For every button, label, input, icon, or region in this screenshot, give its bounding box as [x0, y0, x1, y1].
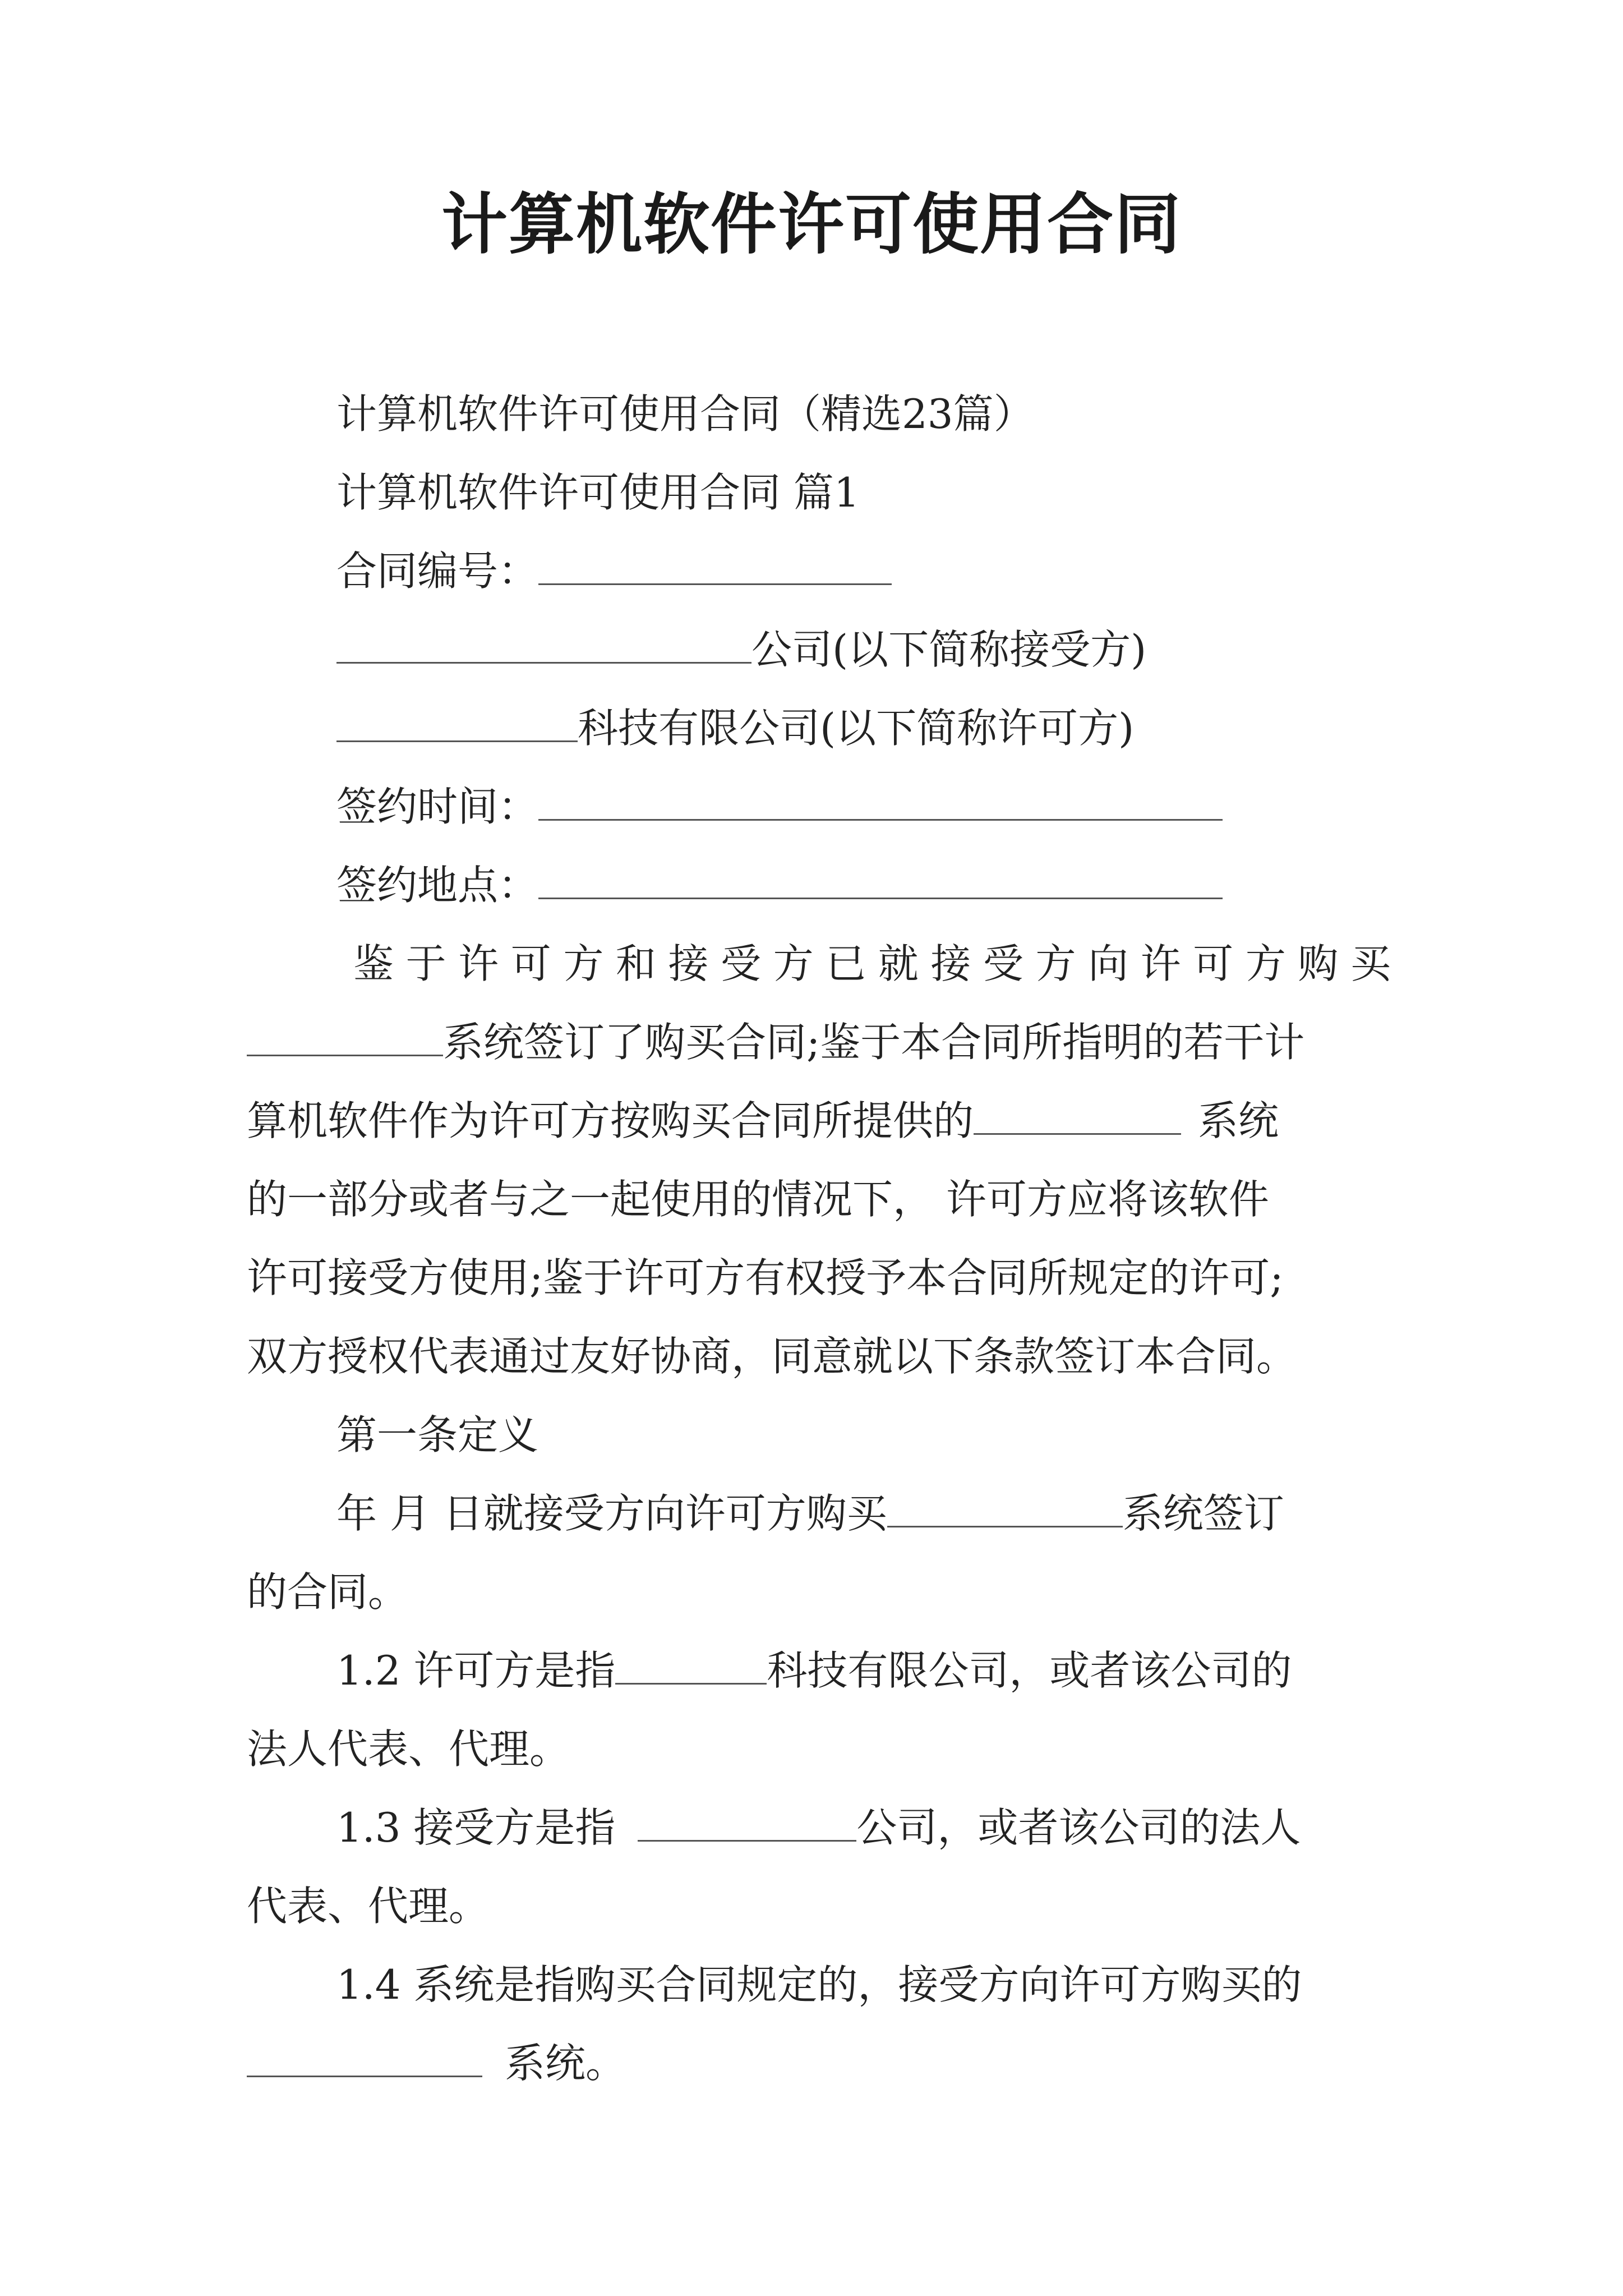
- contract-number-blank: [538, 547, 892, 585]
- clause-1-1-signed-text: 系统签订: [1122, 1490, 1284, 1537]
- preamble-line-3-text: 算机软件作为许可方按购买合同所提供的: [247, 1097, 974, 1144]
- sign-time-label: 签约时间：: [336, 783, 539, 830]
- preamble-line-1: 鉴于许可方和接受方已就接受方向许可方购买: [353, 940, 1391, 987]
- clause-1-4-line-2: [247, 2039, 626, 2087]
- sign-place-blank: [538, 861, 1223, 899]
- preamble-line-2-text: 系统签订了购买合同;鉴于本合同所指明的若干计: [443, 1019, 1305, 1066]
- clause-1-3-blank: [638, 1803, 856, 1842]
- contract-number-row: [336, 547, 892, 595]
- article-1-heading: 第一条定义: [336, 1411, 539, 1458]
- preamble-line-3-system: 系统: [1198, 1097, 1279, 1144]
- sign-time-row: [336, 783, 1223, 831]
- licensor-suffix: 科技有限公司(以下简称许可方): [578, 705, 1135, 752]
- licensor-name-blank: [336, 704, 578, 742]
- clause-1-2-label: 1.2 许可方是指: [336, 1647, 616, 1694]
- preamble-line-5: 许可接受方使用;鉴于许可方有权授予本合同所规定的许可;: [247, 1254, 1284, 1301]
- clause-1-3-line-2: 代表、代理。: [247, 1883, 490, 1930]
- preamble-line-4: 的一部分或者与之一起使用的情况下， 许可方应将该软件: [247, 1176, 1269, 1223]
- contract-number-label: 合同编号：: [336, 547, 539, 595]
- clause-1-1-date-text: 年 月 日就接受方向许可方购买: [336, 1490, 887, 1537]
- preamble-line-3: [247, 1097, 1279, 1145]
- document-title: 计算机软件许可使用合同: [441, 186, 1182, 263]
- clause-1-3-label: 1.3 接受方是指: [336, 1804, 616, 1851]
- clause-1-3-line-1: [336, 1803, 1301, 1852]
- sign-place-label: 签约地点：: [336, 862, 539, 909]
- clause-1-2-line-2: 法人代表、代理。: [247, 1726, 570, 1773]
- licensee-suffix: 公司(以下简称接受方): [751, 626, 1147, 673]
- sign-time-blank: [538, 783, 1223, 821]
- clause-1-3-text: 公司，或者该公司的法人: [856, 1804, 1301, 1851]
- subtitle: 计算机软件许可使用合同（精选23篇）: [336, 390, 1034, 438]
- clause-1-2-text: 科技有限公司，或者该公司的: [767, 1647, 1292, 1694]
- clause-1-4-line-1: 1.4 系统是指购买合同规定的，接受方向许可方购买的: [336, 1961, 1302, 2008]
- system-name-blank-2: [974, 1097, 1181, 1135]
- clause-1-2-blank: [615, 1646, 767, 1685]
- clause-1-1-line-1: [336, 1489, 1284, 1538]
- licensor-row: [336, 704, 1134, 752]
- preamble-line-6: 双方授权代表通过友好协商，同意就以下条款签订本合同。: [247, 1333, 1297, 1380]
- clause-1-1-line-2: 的合同。: [247, 1568, 409, 1616]
- system-name-blank-1: [247, 1018, 443, 1056]
- clause-1-4-blank: [247, 2039, 482, 2077]
- licensee-row: [336, 625, 1146, 674]
- sign-place-row: [336, 861, 1223, 909]
- preamble-line-2: [247, 1018, 1304, 1066]
- clause-1-4-text: 系统。: [505, 2040, 626, 2087]
- clause-1-2-line-1: [336, 1646, 1292, 1695]
- licensee-name-blank: [336, 625, 751, 664]
- chapter-heading: 计算机软件许可使用合同 篇1: [336, 469, 860, 516]
- clause-1-1-system-blank: [887, 1489, 1123, 1527]
